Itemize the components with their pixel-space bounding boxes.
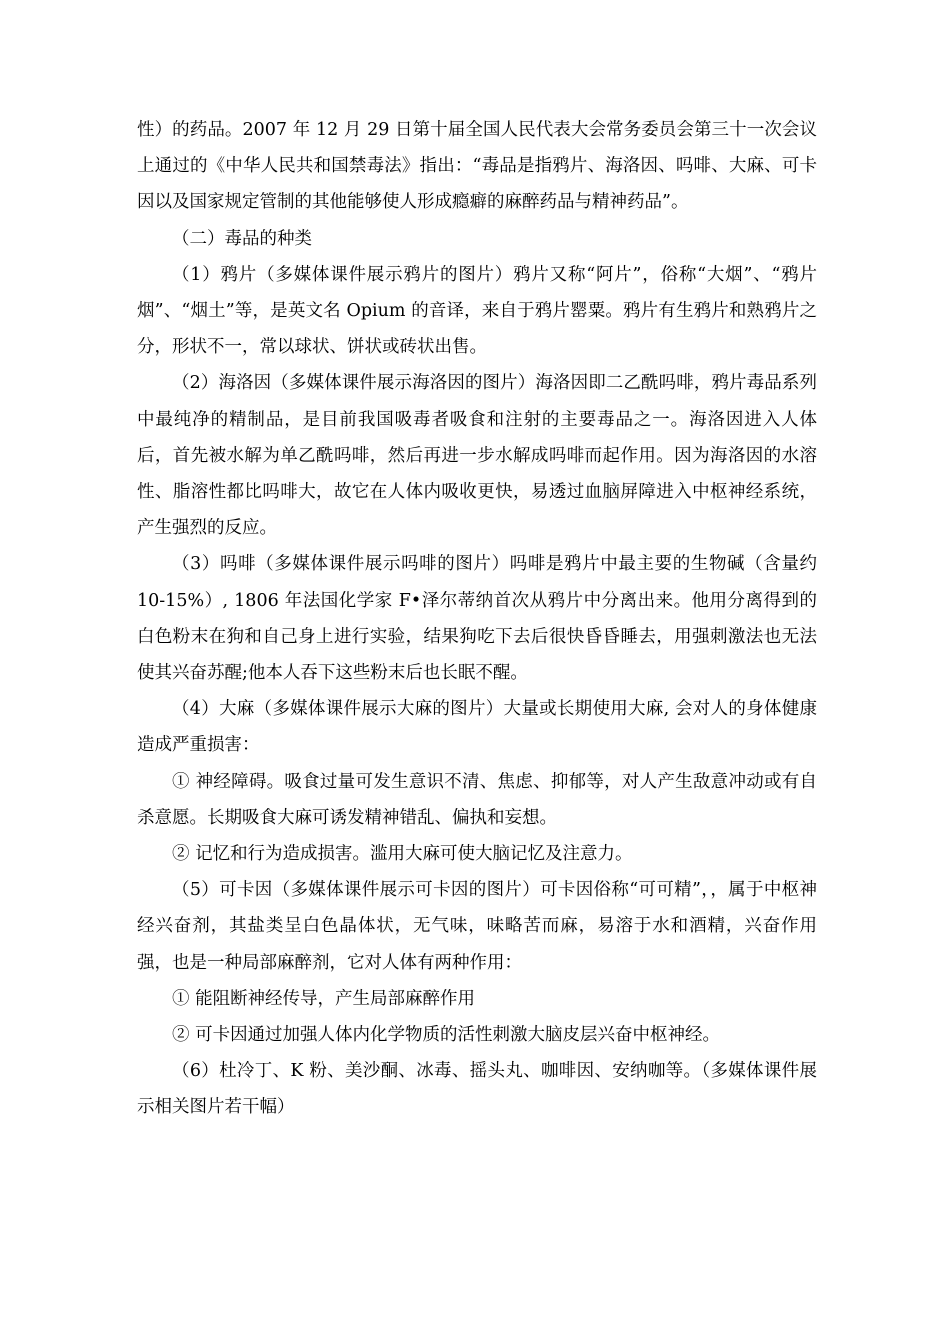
list-item-cannabis-nerve: ① 神经障碍。吸食过量可发生意识不清、焦虑、抑郁等，对人产生敌意冲动或有自杀意愿。长期吸食大麻可诱发精神错乱、偏执和妄想。 <box>137 771 817 828</box>
section-heading-drug-types: （二）毒品的种类 <box>172 228 312 249</box>
paragraph-morphine: （3）吗啡（多媒体课件展示吗啡的图片）吗啡是鸦片中最主要的生物碱（含量约 10-15%）, 1806 年法国化学家 F•泽尔蒂纳首次从鸦片中分离出来。他用分离得到的白色粉末在狗和自己身上进行实验，结果狗吃下去后很快昏昏睡去，用强刺激法也无法使其兴奋苏醒;他本人吞下这些粉末后也长眠不醒。 <box>137 554 817 684</box>
paragraph-definition-continued: 性）的药品。2007 年 12 月 29 日第十届全国人民代表大会常务委员会第三十一次会议上通过的《中华人民共和国禁毒法》指出：“毒品是指鸦片、海洛因、吗啡、大麻、可卡因以及国家规定管制的其他能够使人形成瘾癖的麻醉药品与精神药品”。 <box>137 120 817 213</box>
paragraph-opium: （1）鸦片（多媒体课件展示鸦片的图片）鸦片又称“阿片”，俗称“大烟”、“鸦片烟”、“烟土”等，是英文名 Opium 的音译，来自于鸦片罂粟。鸦片有生鸦片和熟鸦片之分，形状不一，常以球状、饼状或砖状出售。 <box>137 264 817 358</box>
paragraph-cocaine: （5）可卡因（多媒体课件展示可卡因的图片）可卡因俗称“可可精”，，属于中枢神经兴奋剂，其盐类呈白色晶体状，无气味，味略苦而麻，易溶于水和酒精，兴奋作用强，也是一种局部麻醉剂，它对人体有两种作用： <box>137 880 817 973</box>
document-body <box>137 112 817 1126</box>
list-item-cocaine-anesthesia: ① 能阻断神经传导，产生局部麻醉作用 <box>172 988 476 1009</box>
paragraph-other-drugs: （6）杜冷丁、K 粉、美沙酮、冰毒、摇头丸、咖啡因、安纳咖等。（多媒体课件展示相关图片若干幅） <box>137 1061 817 1118</box>
list-item-cannabis-memory: ② 记忆和行为造成损害。滥用大麻可使大脑记忆及注意力。 <box>172 844 633 865</box>
paragraph-cannabis: （4）大麻（多媒体课件展示大麻的图片）大量或长期使用大麻, 会对人的身体健康造成严重损害： <box>137 699 817 756</box>
paragraph-heroin: （2）海洛因（多媒体课件展示海洛因的图片）海洛因即二乙酰吗啡，鸦片毒品系列中最纯净的精制品，是目前我国吸毒者吸食和注射的主要毒品之一。海洛因进入人体后，首先被水解为单乙酰吗啡，然后再进一步水解成吗啡而起作用。因为海洛因的水溶性、脂溶性都比吗啡大，故它在人体内吸收更快，易透过血脑屏障进入中枢神经系统，产生强烈的反应。 <box>137 373 817 539</box>
list-item-cocaine-stimulation: ② 可卡因通过加强人体内化学物质的活性刺激大脑皮层兴奋中枢神经。 <box>172 1025 721 1046</box>
